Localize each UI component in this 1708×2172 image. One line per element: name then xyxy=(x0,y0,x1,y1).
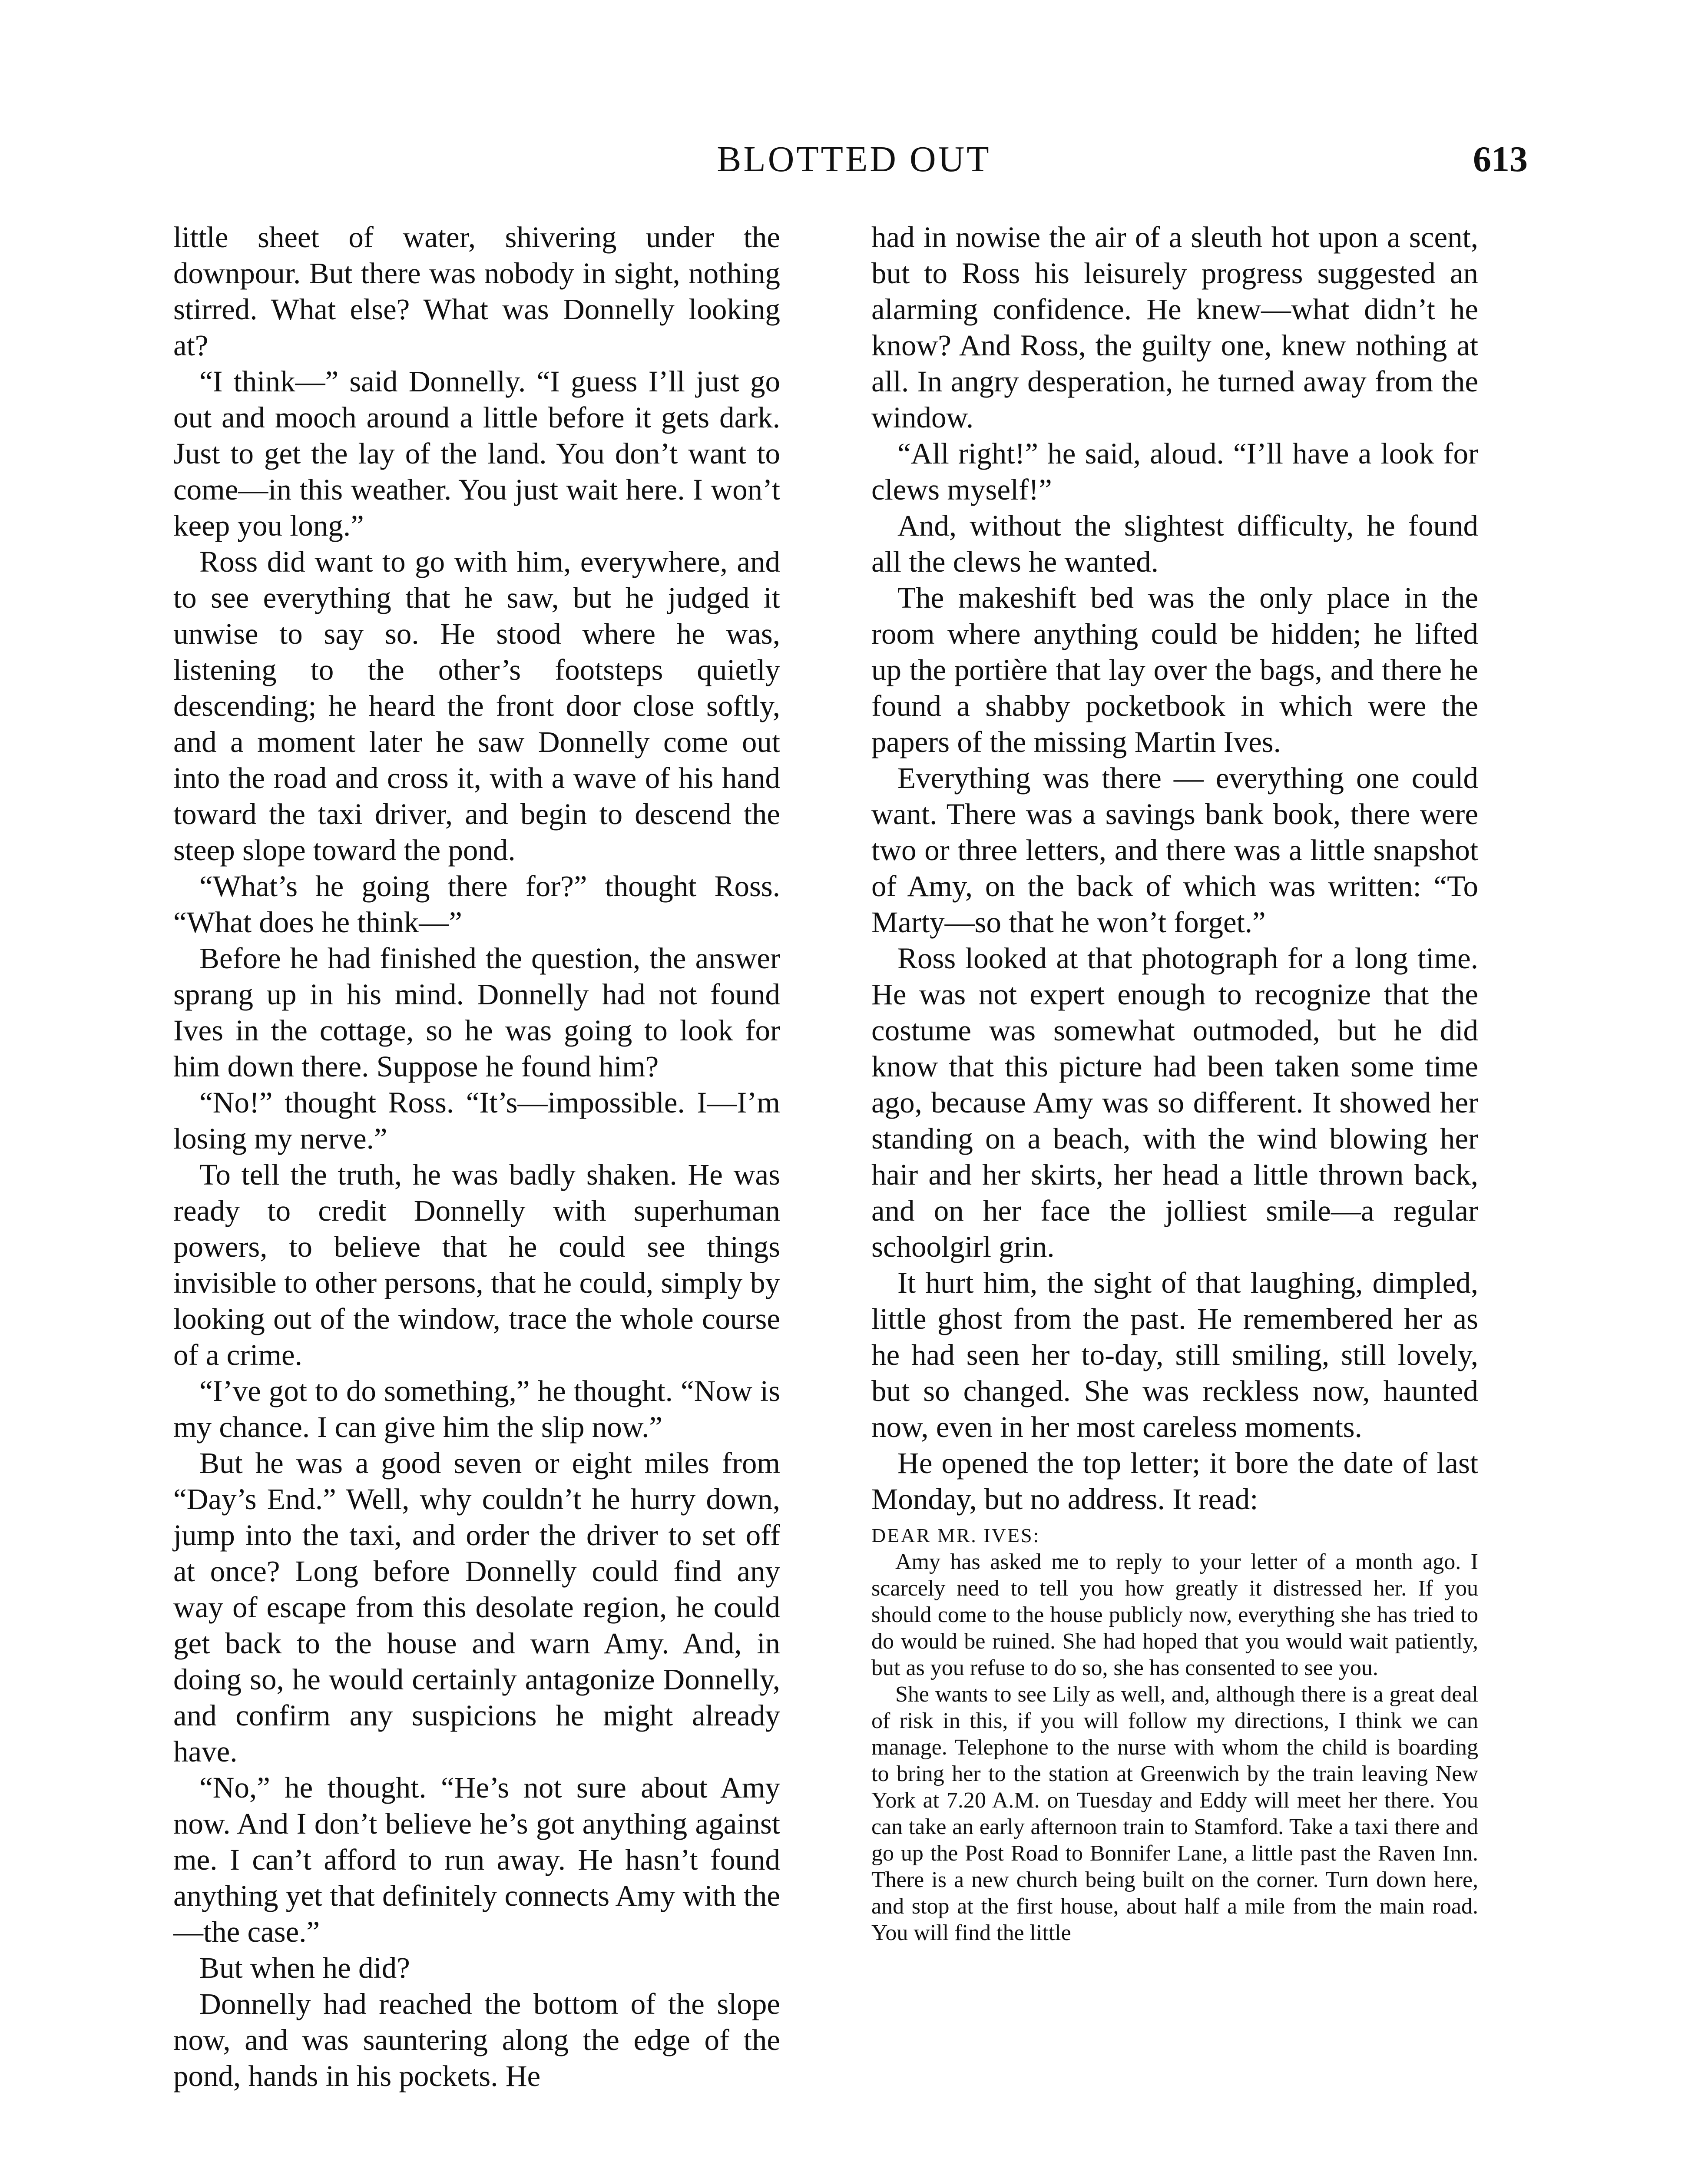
paragraph: To tell the truth, he was badly shaken. He was ready to credit Donnelly with superhuman powers, to believe that he could see things invisible to other persons, that he could, simply by looking out of the window, trace the whole course of a crime. xyxy=(173,1158,780,1371)
paragraph: The makeshift bed was the only place in the room where anything could be hidden; he lifted up the portière that lay over the bags, and there he found a shabby pocketbook in which were the papers of the missing Martin Ives. xyxy=(871,581,1478,758)
letter-paragraph: She wants to see Lily as well, and, although there is a great deal of risk in this, if you will follow my directions, I think we can manage. Telephone to the nurse with whom the child is boarding to bring her to the station at Greenwich by the train leaving New York at 7.20 A.M. on Tuesday and Eddy will meet her there. You can take an early afternoon train to Stamford. Take a taxi there and go up the Post Road to Bonnifer Lane, a little past the Raven Inn. There is a new church being built on the corner. Turn down here, and stop at the first house, about half a mile from the main road. You will find the little xyxy=(871,1682,1478,1945)
paragraph: But he was a good seven or eight miles from “Day’s End.” Well, why couldn’t he hurry down, jump into the taxi, and order the driver to set off at once? Long before Donnelly could find any way of escape from this desolate region, he could get back to the house and warn Amy. And, in doing so, he would certainly antagonize Donnelly, and confirm any suspicions he might already have. xyxy=(173,1447,780,1768)
right-column xyxy=(871,219,1478,1946)
paragraph: But when he did? xyxy=(199,1951,410,1984)
paragraph: little sheet of water, shivering under the downpour. But there was nobody in sight, nothing stirred. What else? What was Donnelly looking at? xyxy=(173,221,780,362)
page-number: 613 xyxy=(1473,139,1528,179)
paragraph: had in nowise the air of a sleuth hot upon a scent, but to Ross his leisurely progress suggested an alarming confidence. He knew—what didn’t he know? And Ross, the guilty one, knew nothing at all. In angry desperation, he turned away from the window. xyxy=(871,221,1478,434)
paragraph: “What’s he going there for?” thought Ross. “What does he think—” xyxy=(173,870,780,939)
left-column xyxy=(173,219,780,2094)
running-title: BLOTTED OUT xyxy=(717,139,991,179)
paragraph: He opened the top letter; it bore the date of last Monday, but no address. It read: xyxy=(871,1447,1478,1516)
paragraph: “No,” he thought. “He’s not sure about Amy now. And I don’t believe he’s got anything against me. I can’t afford to run away. He hasn’t found anything yet that definitely connects Amy with the—the case.” xyxy=(173,1771,780,1948)
paragraph: “No!” thought Ross. “It’s—impossible. I—I’m losing my nerve.” xyxy=(173,1086,780,1155)
paragraph: Everything was there — everything one could want. There was a savings bank book, there were two or three letters, and there was a little snapshot of Amy, on the back of which was written: “To Marty—so that he won’t forget.” xyxy=(871,762,1478,939)
paragraph: Ross did want to go with him, everywhere, and to see everything that he saw, but he judged it unwise to say so. He stood where he was, listening to the other’s footsteps quietly descending; he heard the front door close softly, and a moment later he saw Donnelly come out into the road and cross it, with a wave of his hand toward the taxi driver, and begin to descend the steep slope toward the pond. xyxy=(173,545,780,867)
paragraph: “All right!” he said, aloud. “I’ll have a look for clews myself!” xyxy=(871,437,1478,506)
paragraph: “I’ve got to do something,” he thought. “Now is my chance. I can give him the slip now.” xyxy=(173,1374,780,1444)
quoted-letter xyxy=(871,1523,1478,1946)
letter-salutation: DEAR MR. IVES: xyxy=(871,1524,1040,1546)
page-header xyxy=(0,138,1708,186)
paragraph: It hurt him, the sight of that laughing, dimpled, little ghost from the past. He remembered her as he had seen her to-day, still smiling, still lovely, but so changed. She was reckless now, haunted now, even in her most careless moments. xyxy=(871,1266,1478,1444)
paragraph: And, without the slightest difficulty, he found all the clews he wanted. xyxy=(871,509,1478,578)
paragraph: Before he had finished the question, the answer sprang up in his mind. Donnelly had not found Ives in the cottage, so he was going to look for him down there. Suppose he found him? xyxy=(173,942,780,1083)
letter-paragraph: Amy has asked me to reply to your letter of a month ago. I scarcely need to tell you how greatly it distressed her. If you should come to the house publicly now, everything she has tried to do would be ruined. She had hoped that you would wait patiently, but as you refuse to do so, she has consented to see you. xyxy=(871,1550,1478,1680)
paragraph: “I think—” said Donnelly. “I guess I’ll just go out and mooch around a little before it gets dark. Just to get the lay of the land. You don’t want to come—in this weather. You just wait here. I won’t keep you long.” xyxy=(173,365,780,542)
paragraph: Ross looked at that photograph for a long time. He was not expert enough to recognize that the costume was somewhat outmoded, but he did know that this picture had been taken some time ago, because Amy was so different. It showed her standing on a beach, with the wind blowing her hair and her skirts, her head a little thrown back, and on her face the jolliest smile—a regular schoolgirl grin. xyxy=(871,942,1478,1263)
paragraph: Donnelly had reached the bottom of the slope now, and was sauntering along the edge of the pond, hands in his pockets. He xyxy=(173,1987,780,2093)
